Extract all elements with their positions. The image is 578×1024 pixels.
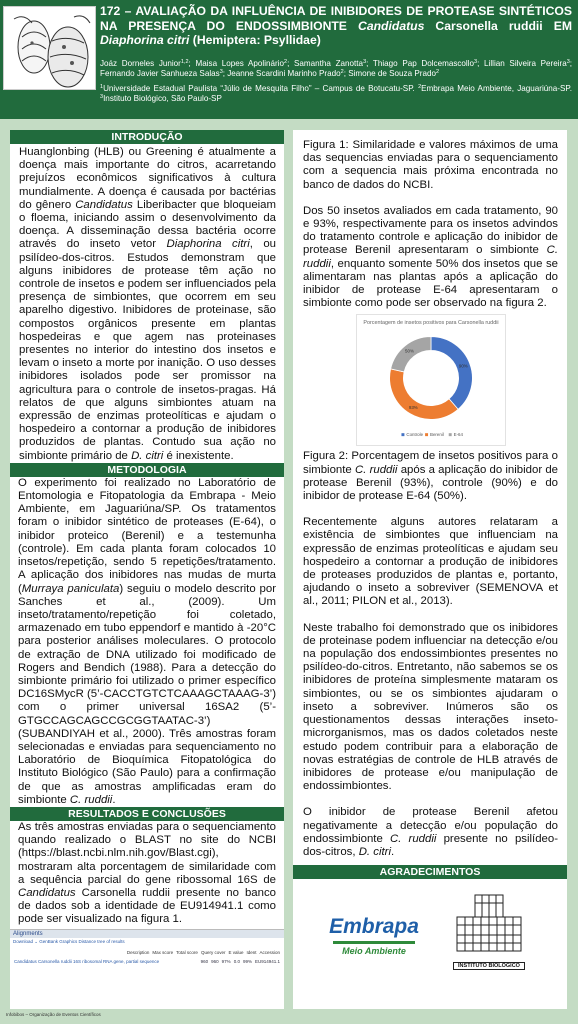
blast-tab: Alignments (10, 930, 284, 938)
methodology-text: O experimento foi realizado no Laboratório de Entomologia e Fitopatologia da Embrapa - Meio Ambiente, em Jaguariúna/SP. Os tratamentos foram o inibidor sintético de proteases (E-64), o inibidor proteico (Berenil) e a testemunha (controle). Em cada planta foram colocados 10 insetos/repetição, sendo 5 repetições/tratamento. A aplicação dos inibidores nas mudas de murta (Murraya paniculata) seguiu o modelo descrito por Sanches et al., (2009). Um inseto/tratamento/repetição foi coletado, armazenado em tubo eppendorf e mantido à -20°C para posterior análises moleculares. O protocolo de extração de DNA utilizado foi modificado de Rogers and Bendich (1988). Para a detecção do simbionte primário foi utilizado o primer específico DC16SMycR (5’-CACCTGTCTCAAAGCTAAAG-3’) com o primer universal 16SA2 (5’-GTGCCAGCAGCCGCGGTAATAC-3’) (SUBANDIYAH et al., 2000). Três amostras foram selecionadas e enviadas para sequenciamento no Laboratório de Bioquímica Fitopatológica do Instituto Biológico (São Paulo) para a confirmação de que as amostras amplificadas eram do simbionte C. ruddii. (18, 476, 276, 806)
affiliation-text: Universidade Estadual Paulista “Júlio de Mesquita Filho” – Campus de Botucatu-SP. (103, 84, 419, 93)
author-name: Samantha Zanotta (294, 59, 364, 68)
instituto-biologico-logo (453, 889, 525, 970)
author-name: Jeanne Scardini Marinho Prado (227, 69, 341, 79)
blast-links: Download ⌄ GenBank Graphics Distance tree of results (13, 938, 125, 944)
author-list: Joáz Dorneles Junior$^{1,2}$; Maisa Lopes Apolinário$^2$; Samantha Zanotta$^3$; Thiago Pap Dolcemascollo$^3$; Lillian Silveira Pereira$^3$; Fernando Javier Sanhueza Salas$^3$; Jeanne Scardini Marinho Prado$^2$; Simone de Souza Prado$^2$ (100, 59, 573, 79)
conclusion-paragraph: O inibidor de protease Berenil afetou negativamente a detecção e/ou população do endossimbionte C. ruddii presente no psilídeo-dos-citros, D. citri. (303, 806, 558, 858)
blast-column-header: Description (126, 949, 150, 955)
figure1-caption: Figura 1: Similaridade e valores máximos de uma das sequencias enviadas para o sequenciamento com a sequencia mais próxima encontrada no banco de dados do NCBI. (303, 139, 558, 191)
discussion-paragraph: Neste trabalho foi demonstrado que os inibidores de proteinase podem influenciar na detecção e/ou na população dos endossimbiontes presentes no psilídeo-do-citros. Entretanto, não sabemos se os inibidores de proteína simplesmente mataram os simbiontes, ou se os simbiontes ajudaram o inseto a sobreviver. Inúmeros são os questionamentos dessas interações inseto-microrganismos, mas os dados coletados neste estudo podem contribuir para a elaboração de novas estratégias de controle de HLB através de inibidores de protease e/ou manipulação de endossimbiontes. (303, 621, 558, 793)
donut-chart (356, 314, 506, 446)
affiliation-mark: 2 (418, 84, 422, 90)
blast-column-header: E value (228, 949, 244, 955)
affiliation-mark: 1 (100, 84, 104, 90)
legend-label: E-64 (453, 432, 463, 438)
left-column (10, 130, 284, 1009)
affiliation-text: Instituto Biológico, São Paulo-SP (103, 94, 222, 104)
author-affiliation-mark: 1,2 (180, 59, 189, 65)
poster-title: 172 – AVALIAÇÃO DA INFLUÊNCIA DE INIBIDORES DE PROTEASE SINTÉTICOS NA PRESENÇA DO ENDOSSIMBIONTE Candidatus Carsonella ruddii EM Diaphorina citri (Hemiptera: Psyllidae) (100, 4, 573, 47)
logos-area (293, 879, 567, 989)
author-name: Thiago Pap Dolcemascollo (372, 59, 475, 68)
blast-cell[interactable]: Candidatus Carsonella ruddii 16S ribosomal RNA gene, partial sequence (14, 958, 160, 964)
author-name: Fernando Javier Sanhueza Salas (100, 69, 220, 79)
legend-swatch (448, 434, 451, 437)
blast-column-header: Query cover (200, 949, 226, 955)
affiliation-mark: 3 (100, 94, 104, 101)
blast-column-header: Total score (176, 949, 198, 955)
blast-cell: 960 (211, 958, 219, 964)
psyllid-illustration (3, 6, 96, 90)
legend-label: Controle (405, 432, 423, 438)
blast-column-header: Accession (259, 949, 280, 955)
intro-text: Huanglonbing (HLB) ou Greening é atualmente a doença mais importante do citros, acarretando prejuízos econômicos significativos à cultura mundialmente. A doença é causada por bactérias do gênero Candidatus Liberibacter que bloqueiam o floema, iniciando assim o desenvolvimento da doença. A disseminação dessa bactéria ocorre através do inseto vetor Diaphorina citri, ou psilídeo-dos-citros. Estudos demonstram que alguns inibidores de protease têm ação no controle de insetos e podem ser influenciados pela presença de simbiontes, que ocorrem em seu aparelho digestivo. Inibidores de proteinase, são compostos orgânicos presente em plantas hospedeiras e que agem nas proteinases presentes no interior do intestino dos insetos e levam o inseto a morte por inanição. O uso desses inibidores isolados pode ser promissor na agricultura para o controle de insetos-pragas. Há relatos de que alguns simbiontes atuam na expressão de enzimas proteolíticas e ajudam o hospedeiro a contornar a produção de inibidores produzidos de plantas. Contudo sua ação no simbionte primário de D. citri é inexistente. (19, 146, 277, 462)
author-affiliation-mark: 3 (219, 69, 223, 76)
blast-column-header: Max score (152, 949, 174, 955)
slice-value-label: 90% (458, 363, 468, 369)
blast-cell: EU914941.1 (254, 958, 280, 964)
blast-cell: 97% (221, 958, 231, 964)
recent-authors-paragraph: Recentemente alguns autores relataram a existência de simbiontes que influenciam na expressão de enzimas proteolíticas e ajudam seu hospedeiro a contornar a produção de inibidores de proteases produzidos de plantas e, portanto, ajudando o inseto a sobreviver (SEMENOVA et al., 2011; PILON et al., 2013). (303, 516, 558, 608)
pie-slice-berenil (389, 369, 457, 419)
author-affiliation-mark: 3 (474, 59, 478, 65)
intro-heading: INTRODUÇÃO (10, 130, 284, 144)
poster-header (0, 0, 578, 119)
blast-screenshot (10, 929, 284, 983)
blast-table-row (10, 955, 284, 964)
pie-slice-e-64 (390, 337, 430, 372)
pie-slice-controle (431, 337, 472, 410)
legend-swatch (425, 434, 428, 437)
acknowledgements-heading: AGRADECIMENTOS (293, 865, 567, 879)
author-name: Simone de Souza Prado (348, 69, 436, 79)
footer-credit: Infobibos – Organização de Eventos Científicos (6, 1012, 101, 1017)
author-affiliation-mark: 2 (340, 69, 344, 76)
figure2-caption: Figura 2: Porcentagem de insetos positivos para o simbionte C. ruddii após a aplicação do inibidor de protease Berenil (93%), controle (90%) e do inibidor de protease E-64 (50%). (303, 450, 559, 503)
right-column (293, 130, 567, 1009)
author-affiliation-mark: 3 (363, 59, 367, 65)
embrapa-logo (329, 915, 419, 956)
author-name: Joáz Dorneles Junior (100, 59, 181, 68)
ib-label: INSTITUTO BIOLÓGICO (453, 962, 525, 970)
results-paragraph: Dos 50 insetos avaliados em cada tratamento, 90 e 93%, respectivamente para os insetos advindos do tratamento controle e aplicação do inibidor de protease Berenil apresentaram o simbionte C. ruddii, enquanto somente 50% dos insetos que se alimentaram nas plantas após a aplicação do inibidor de protease E-64 apresentaram o simbionte como pode ser observado na figura 2. (303, 204, 558, 310)
methodology-heading: METODOLOGIA (10, 463, 284, 477)
blast-cell: 960 (200, 958, 209, 964)
building-icon (453, 889, 525, 955)
slice-value-label: 50% (404, 349, 414, 355)
author-affiliation-mark: 3 (566, 59, 570, 65)
author-affiliation-mark: 2 (284, 59, 288, 65)
slice-value-label: 93% (408, 405, 418, 411)
legend-swatch (401, 434, 404, 437)
affiliation-text: Embrapa Meio Ambiente, Jaguariúna-SP. (421, 84, 573, 93)
author-name: Lillian Silveira Pereira (484, 59, 567, 68)
embrapa-wordmark: Embrapa (329, 915, 419, 939)
author-affiliation-mark: 2 (435, 69, 440, 76)
embrapa-subtitle: Meio Ambiente (342, 946, 406, 957)
blast-cell: 99% (242, 958, 252, 964)
blast-table-header (10, 946, 284, 955)
affiliations (100, 84, 572, 104)
results-heading: RESULTADOS E CONCLUSÕES (10, 807, 284, 821)
chart-title: Porcentagem de insetos positivos para Carsonella ruddii (362, 320, 499, 327)
blast-cell: 0.0 (233, 958, 240, 964)
results-text: As três amostras enviadas para o sequenciamento quando realizado o BLAST no site do NCBI (https://blast.ncbi.nlm.nih.gov/Blast.cgi), mostraram alta porcentagem de similaridade com a sequência parcial do gene ribossomal 16S de Candidatus Carsonella ruddii presente no banco de dados sob a identidade de EU914941.1 como pode ser visualizado na figura 1. (18, 820, 276, 926)
author-name: Maisa Lopes Apolinário (195, 59, 285, 68)
blast-column-header: Ident (246, 949, 257, 955)
legend-label: Berenil (429, 432, 444, 438)
